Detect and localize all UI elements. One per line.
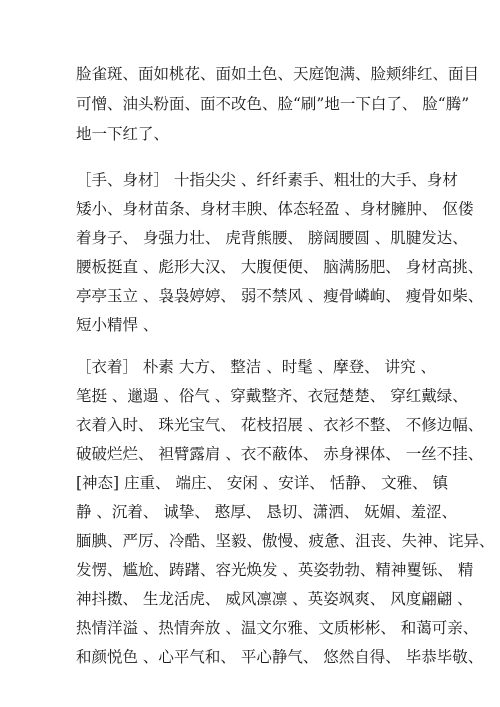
text-line: 可憎、油头粉面、面不改色、脸“刷”地一下白了、 脸“腾” [76,95,470,113]
text-line: 腰板挺直 、彪形大汉、 大腹便便、 脑满肠肥、 身材高挑、 [76,258,484,276]
text-line: 神抖擞、 生龙活虎、 威风凛凛 、英姿飒爽、 风度翩翩 、 [76,590,473,608]
text-line: 静 、沉着、 诚挚、 憨厚、 恳切、潇洒、 妩媚、羞涩、 [76,503,458,521]
text-line: 发愣、尴尬、踌躇、容光焕发 、英姿勃勃、精神矍铄、 精 [76,561,474,579]
text-line: 短小精悍 、 [76,316,159,334]
text-line: 地一下红了、 [76,125,170,143]
text-line: 热情洋溢 、热情奔放 、温文尔雅、文质彬彬、 和蔼可亲、 [76,619,479,637]
text-line: 笔挺 、邋遢 、俗气 、穿戴整齐、衣冠楚楚、 穿红戴绿、 [76,387,468,405]
text-line: 破破烂烂、 袒臂露肩 、衣不蔽体、 赤身裸体、 一丝不挂、 [76,445,484,463]
section-heading-clothing: ［衣着］ 朴素 大方、 整洁 、时髦 、摩登、 讲究 、 [76,358,436,376]
section-heading-hands-body: ［手、身材］ 十指尖尖 、纤纤素手、粗壮的大手、身材 [76,171,458,189]
text-line: 着身子、 身强力壮、 虎背熊腰、 膀阔腰圆 、肌腱发达、 [76,229,468,247]
section-heading-demeanor: [神态] 庄重、 端庄、 安闲 、安详、 恬静、 文雅、 镇 [76,474,449,492]
text-line: 和颜悦色 、心平气和、 平心静气、 悠然自得、 毕恭毕敬、 [76,648,484,666]
text-line: 脸雀斑、面如桃花、面如土色、天庭饱满、脸颊绯红、面目 [76,65,480,83]
text-line: 矮小、身材苗条、身材丰腴、体态轻盈 、身材臃肿、 伛偻 [76,200,474,218]
text-line: 腼腆、严厉、冷酷、坚毅、傲慢、疲惫、沮丧、失神、诧异、 [76,532,495,550]
text-line: 亭亭玉立 、袅袅婷婷、 弱不禁风 、瘦骨嶙峋、 瘦骨如柴、 [76,287,484,305]
text-line: 衣着入时、 珠光宝气、 花枝招展 、衣衫不整、 不修边幅、 [76,416,484,434]
